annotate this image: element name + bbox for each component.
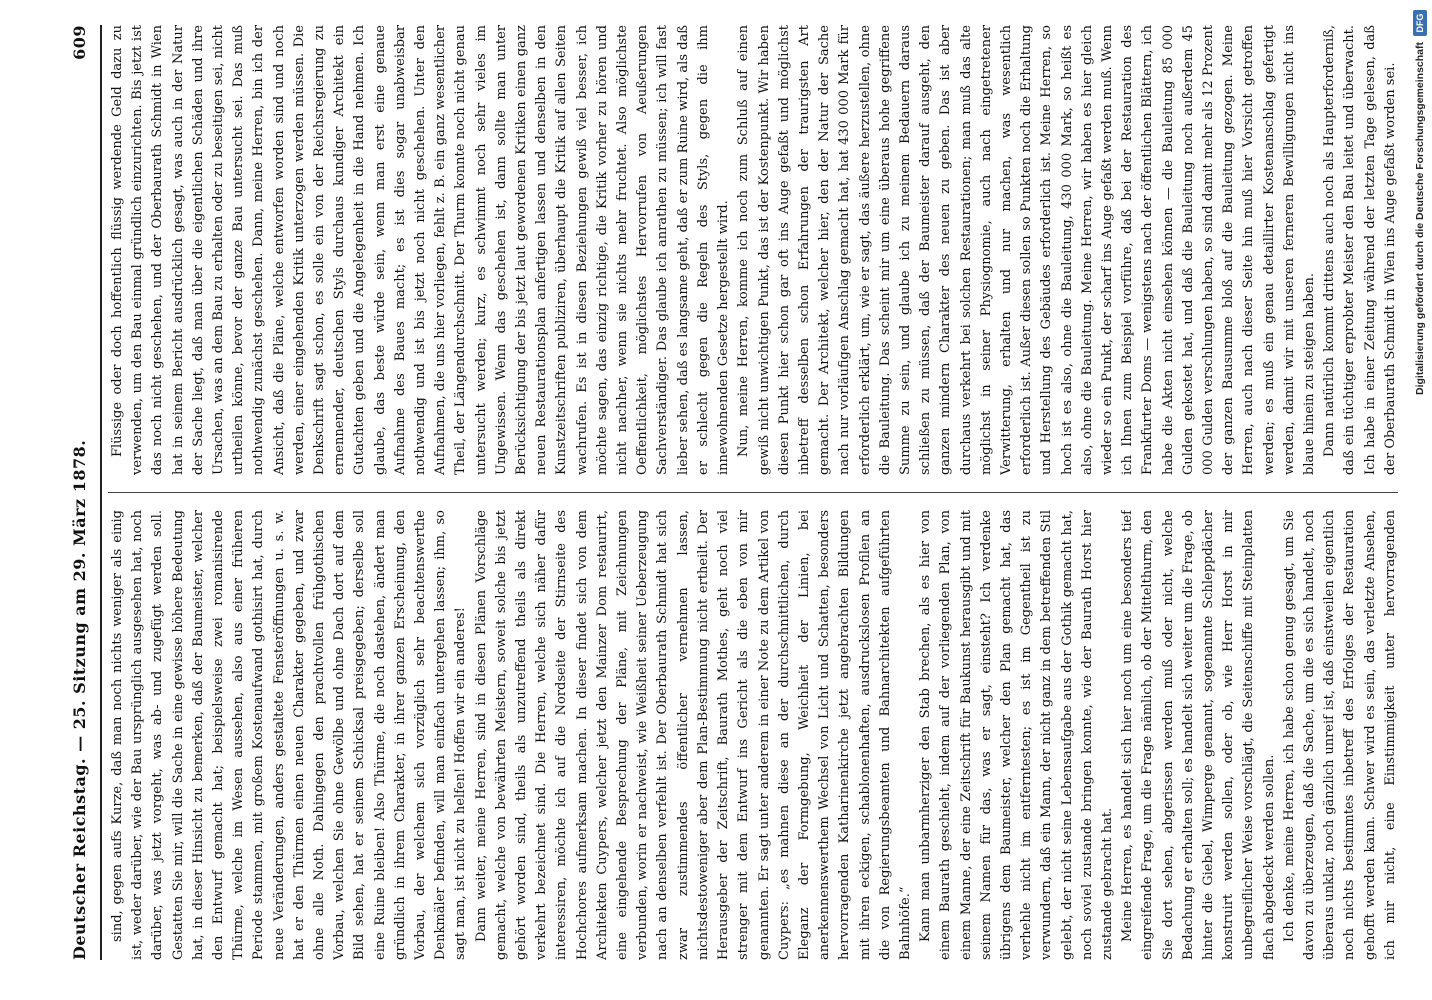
header-rule — [100, 25, 102, 960]
right-paragraph-1: Flüssige oder doch hoffentlich flüssig werdende Geld dazu zu verwenden, um den Bau einmal gründlich einzurichten. Bis jetzt ist das noch nicht geschehen, und der Oberbaurath Schmidt in Wien hat in seinem Bericht ausdrücklich gesagt, was auch in der Natur der Sache liegt, daß man über die eigentlichen Schäden und ihre Ursachen, was an dem Bau zu erhalten oder zu beseitigen sei, nicht urtheilen könne, bevor der ganze Bau untersucht sei. Das muß nothwendig zunächst geschehen. Dann, meine Herren, bin ich der Ansicht, daß die Pläne, welche entworfen worden sind und noch werden, einer eingehenden Kritik unterzogen werden müssen. Die Denkschrift sagt schon, es solle ein von der Reichsregierung zu ernennender, deutschen Styls durchaus kundiger Architekt ein Gutachten geben und die Angelegenheit in die Hand nehmen. Ich glaube, das beste würde sein, wenn man erst eine genaue Aufnahme des Baues macht; es ist dies sogar unabweisbar nothwendig und ist bis jetzt noch nicht geschehen. Unter den Aufnahmen, die uns hier vorliegen, fehlt z. B. ein ganz wesentlicher Theil, der Längendurchschnitt. Der Thurm konnte noch nicht genau untersucht werden; kurz, es schwimmt noch sehr vieles im Ungewissen. Wenn das geschehen ist, dann sollte man unter Berücksichtigung der bis jetzt laut gewordenen Kritiken einen ganz neuen Restaurationsplan anfertigen lassen und denselben in den Kunstzeitschriften publiziren, überhaupt die Kritik auf allen Seiten wachrufen. Es ist in diesen Beziehungen gewiß viel besser, ich möchte sagen, das einzig richtige, die Kritik vorher zu hören und nicht nachher, wenn sie nichts mehr fruchtet. Also möglichste Oeffentlichkeit, möglichstes Hervorrufen von Aeußerungen Sachverständiger. Das glaube ich anrathen zu müssen; ich will fast lieber sehen, daß es langsame geht, daß er zum Ruine wird, als daß er schlecht gegen die Regeln des Styls, gegen die ihm innewohnenden Gesetze hergestellt wird. — [110, 25, 732, 475]
page-number: 609 — [69, 25, 89, 60]
credit-line — [1408, 0, 1432, 1000]
right-column — [108, 25, 1398, 475]
dfg-logo: DFG — [1413, 10, 1427, 36]
left-column — [108, 510, 1398, 960]
running-head — [62, 25, 96, 960]
left-paragraph-4: Meine Herren, es handelt sich hier noch um eine besonders tief eingreifende Frage, um die Frage nämlich, ob der Mittelthurm, den Sie dort sehen, abgerissen werden muß oder nicht, welche Bedachung er erhalten soll; es handelt sich weiter um die Frage, ob hinter die Giebel, Wimperge genannt, sogenannte Schleppdächer konstruirt werden sollen, oder ob, wie Herr Horst in mir unbegreiflicher Weise vorschlägt, die Seitenschiffe mit Steinplatten flach abgedeckt werden sollen. — [1120, 510, 1277, 960]
printed-area — [62, 25, 1402, 960]
left-paragraph-1: sind, gegen aufs Kurze, daß man noch nichts weniger als einig ist, weder darüber, wie der Bau ursprünglich ausgesehen hat, noch darüber, was jetzt vorgeht, was ab- und zugefügt werden soll. Gestatten Sie mir, will die Sache in eine gewisse höhere Bedeutung hat, in dieser Hinsicht zu bemerken, daß der Baumeister, welcher den Entwurf gemacht hat; beispielsweise zwei romanisirende Thürme, welche im Wesen aussehen, also aus einer früheren Periode stammen, mit großem Kostenaufwand gothisirt hat, durch neue Veränderungen, anders gestaltete Fensteröffnungen u. s. w. hat er den Thürmen einen neuen Charakter gegeben, und zwar ohne alle Noth. Dahingegen den prachtvollen frühgothischen Vorbau, welchen Sie ohne Gewölbe und ohne Dach dort auf dem Bild sehen, hat er seinem Schicksal preisgegeben; derselbe soll eine Ruine bleiben! Also Thürme, die noch dastehen, ändert man gründlich in ihrem Charakter, in ihrer ganzen Erscheinung, den Vorbau, der welchem sich vorzüglich sehr beachtenswerthe Denkmäler befinden, will man einfach untergehen lassen; ihm, so sagt man, ist nicht zu helfen! Hoffen wir ein anderes! — [110, 510, 469, 960]
credit-strip — [1408, 0, 1432, 1000]
right-paragraph-3: Dann natürlich kommt drittens auch noch als Haupterforderniß, daß ein tüchtiger erprobter Meister den Bau leitet und überwacht. Ich habe in einer Zeitung während der letzten Tage gelesen, daß der Oberbaurath Schmidt in Wien ins Auge gefaßt worden sei. — [1322, 25, 1398, 475]
left-paragraph-5: Ich denke, meine Herren, ich habe schon genug gesagt, um Sie davon zu überzeugen, daß die Sache, um die es sich handelt, noch überaus unklar, noch gänzlich unreif ist, daß einstweilen eigentlich noch nichts bestimmtes inbetreff des Erfolges der Restauration gehofft werden kann. Schwer wird es sein, das verletzte Ansehen, ich mir nicht, eine Einstimmigkeit unter hervorragenden — [1281, 510, 1398, 960]
left-paragraph-3: Kann man unbarmherziger den Stab brechen, als es hier von einem Baurath geschieht, indem auf der vorliegenden Plan, von einem Manne, der eine Zeitschrift für Baukunst herausgibt und mit seinem Namen für das, was er sagt, einsteht? Ich verdenke übrigens dem Baumeister, welcher den Plan gemacht hat, das verhehle nicht im entferntesten; es ist im Gegentheil ist zu verwundern, daß ein Mann, der nicht ganz in dem betreffenden Stil gelebt, der nicht seine Lebensaufgabe aus der Gothik gemacht hat, noch soviel zustande bringen konnte, wie der Baurath Horst hier zustande gebracht hat. — [918, 510, 1115, 960]
running-head-title: Deutscher Reichstag. — 25. Sitzung am 29. März 1878. — [69, 439, 89, 960]
right-paragraph-2: Nun, meine Herren, komme ich noch zum Schluß auf einen gewiß nicht unwichtigen Punkt, das ist der Kostenpunkt. Wir haben diesen Punkt hier schon gar oft ins Auge gefaßt und möglichst inbetreff desselben schon Erfahrungen der traurigsten Art gemacht. Der Architekt, welcher hier, den der Natur der Sache nach nur vorläufigen Anschlag gemacht hat, hat 430 000 Mark für erforderlich erklärt, um, wie er sagt, das äußere herzustellen, ohne die Bauleitung. Das scheint mir um eine überaus hohe gegriffene Summe zu sein, und glaube ich zu meinem Bedauern daraus schließen zu müssen, daß der Baumeister darauf ausgeht, den ganzen mindern Charakter des neuen zu geben. Das ist aber durchaus verkehrt bei solchen Restaurationen; man muß das alte möglichst in seiner Physiognomie, auch nach eingetretener Verwitterung, erhalten und nur machen, was wesentlich erforderlich ist. Außer diesen sollen so Punkten noch die Erhaltung und Herstellung des Gebäudes erforderlich ist. Meine Herren, so hoch ist es also, ohne die Bauleitung, 430 000 Mark, so heißt es also, ohne die Bauleitung. Meine Herren, wir haben es hier gleich wieder so ein Punkt, der scharf ins Auge gefaßt werden muß. Wenn ich Ihnen zum Beispiel vorführe, daß bei der Restauration des Frankfurter Doms — wenigstens nach der öffentlichen Blättern, ich habe die Akten nicht einsehen können — die Bauleitung 85 000 Gulden gekostet hat, und daß die Bauleitung noch außerdem 45 000 Gulden verschlungen haben, so sind damit mehr als 12 Prozent der ganzen Bausumme bloß auf die Bauleitung gezogen. Meine Herren, auch nach dieser Seite hin muß hier Vorsicht getroffen werden; es muß ein genau detaillirter Kostenanschlag gefertigt werden, damit wir mit unseren ferneren Bewilligungen nicht ins blaue hinein zu steigen haben. — [736, 25, 1317, 475]
credit-text: Digitalisierung gefördert durch die Deutsche Forschungsgemeinschaft — [1414, 42, 1426, 395]
column-divider — [108, 492, 1398, 493]
left-paragraph-2: Dann weiter, meine Herren, sind in diesen Plänen Vorschläge gemacht, welche von bewährten Meistern, soweit solche bis jetzt gehört worden sind, theils als unzutreffend theils als direkt verkehrt bezeichnet sind. Die Herren, welche sich näher dafür interessiren, möchte ich auf die Nordseite der Stirnseite des Hochchores aufmerksam machen. In dieser findet sich von dem Architekten Cuypers, welcher jetzt den Mainzer Dom restaurirt, eine eingehende Besprechung der Pläne, mit Zeichnungen verbunden, worin er nachweist, wie Weißheit seiner Ueberzeugung nach an denselben verfehlt ist. Der Oberbaurath Schmidt hat sich zwar zustimmendes öffentlicher vernehmen lassen, nichtsdestoweniger aber dem Plan-Bestimmung nicht ertheilt. Der Herausgeber der Zeitschrift, Baurath Mothes, geht noch viel strenger mit dem Entwurf ins Gericht als die eben von mir genannten. Er sagt unter anderem in einer Note zu dem Artikel von Cuypers: „es mahnen diese an der durchschnittlichen, durch Eleganz der Formgebung, Weichheit der Linien, bei anerkennenswerthem Wechsel von Licht und Schatten, besonders hervorragenden Katharinenkirche jetzt angebrachten Bildungen mit ihren eckigen, schablonenhaften, ausdruckslosen Profilen an die von Regierungsbeamten und Bahnarchitekten aufgeführten Bahnhöfe.“ — [473, 510, 913, 960]
